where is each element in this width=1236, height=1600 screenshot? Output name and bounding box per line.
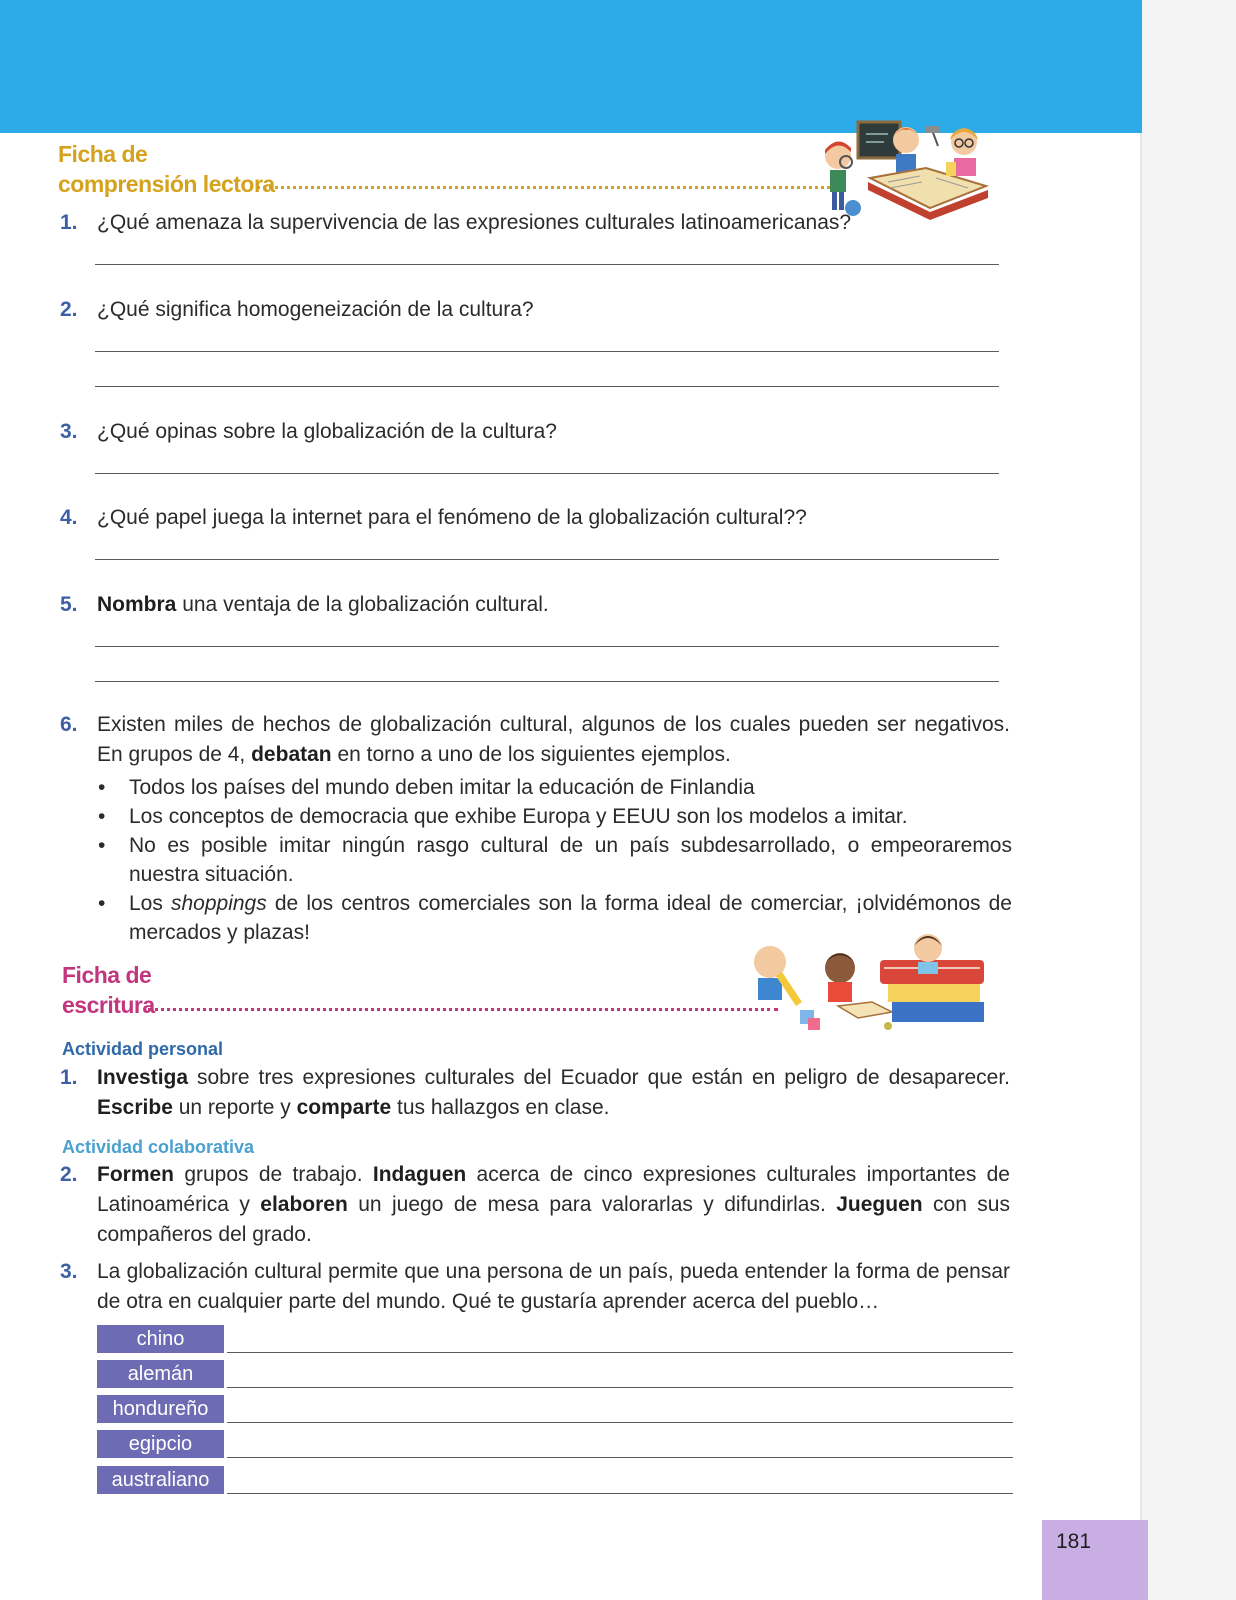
answer-line[interactable] — [95, 386, 999, 387]
question-3 — [60, 417, 1010, 447]
question-number: 5. — [60, 593, 78, 616]
answer-line[interactable] — [95, 264, 999, 265]
kids-with-books-illustration — [742, 932, 992, 1036]
instruction-verb: comparte — [296, 1096, 392, 1119]
item-number: 2. — [60, 1163, 78, 1186]
people-label: australiano — [97, 1466, 224, 1494]
question-number: 1. — [60, 211, 78, 234]
writing-item-1 — [60, 1063, 1010, 1123]
item-text-part: un juego de mesa para valorarlas y difundirlas. — [347, 1193, 837, 1216]
item-text — [97, 1160, 1010, 1250]
item-text: La globalización cultural permite que una persona de un país, pueda entender la forma de pensar de otra en cualquier parte del mundo. Qué te gustaría aprender acerca del pueblo… — [97, 1260, 1010, 1313]
instruction-verb: Nombra — [97, 593, 177, 616]
people-row-egipcio — [97, 1430, 1013, 1460]
question-5 — [60, 590, 1010, 620]
answer-line[interactable] — [227, 1422, 1013, 1423]
answer-line[interactable] — [227, 1457, 1013, 1458]
question-text: ¿Qué significa homogeneización de la cultura? — [97, 298, 534, 321]
list-item: • Todos los países del mundo deben imitar la educación de Finlandia — [96, 773, 1012, 802]
item-number: 3. — [60, 1260, 78, 1283]
list-item: • Los conceptos de democracia que exhibe Europa y EEUU son los modelos a imitar. — [96, 802, 1012, 831]
answer-line[interactable] — [95, 351, 999, 352]
item-text-part: acerca de cinco expresiones culturales importantes de Latinoamérica y — [97, 1163, 1010, 1216]
answer-line[interactable] — [95, 681, 999, 682]
instruction-verb: Formen — [97, 1163, 175, 1186]
instruction-verb: debatan — [251, 743, 332, 766]
people-label: alemán — [97, 1360, 224, 1388]
people-row-hondureno — [97, 1395, 1013, 1425]
question-text: ¿Qué opinas sobre la globalización de la cultura? — [97, 420, 557, 443]
question-number: 4. — [60, 506, 78, 529]
question-number: 6. — [60, 713, 78, 736]
instruction-verb: elaboren — [260, 1193, 348, 1216]
page-edge-line — [1140, 133, 1142, 1600]
question-text — [97, 590, 1010, 620]
people-row-chino — [97, 1325, 1013, 1355]
list-item-part: Los — [129, 892, 171, 915]
writing-title-dotted-rule — [148, 1008, 778, 1011]
writing-title-line2: escritura — [62, 992, 155, 1018]
reading-section-title — [58, 139, 275, 199]
item-text-part: sobre tres expresiones culturales del Ecuador que están en peligro de desaparecer. — [188, 1066, 1010, 1089]
item-text-part: con sus compañeros del grado. — [97, 1193, 1010, 1246]
reading-title-dotted-rule — [250, 186, 830, 189]
item-text-part: tus hallazgos en clase. — [391, 1096, 610, 1119]
question-text — [97, 710, 1010, 770]
writing-section-title — [62, 960, 155, 1020]
reading-title-line2: comprensión lectora — [58, 171, 275, 197]
answer-line[interactable] — [227, 1493, 1013, 1494]
instruction-verb: Escribe — [97, 1096, 173, 1119]
page-edge — [1142, 0, 1236, 1600]
item-text-part: un reporte y — [172, 1096, 297, 1119]
examples-list — [96, 773, 1012, 947]
question-2 — [60, 295, 1010, 325]
answer-line[interactable] — [95, 559, 999, 560]
question-text-part: en torno a uno de los siguientes ejemplos. — [331, 743, 731, 766]
writing-title-line1: Ficha de — [62, 962, 152, 988]
question-text: ¿Qué amenaza la supervivencia de las expresiones culturales latinoamericanas? — [97, 211, 852, 234]
collaborative-activity-label: Actividad colaborativa — [62, 1137, 255, 1157]
personal-activity-label: Actividad personal — [62, 1039, 224, 1059]
writing-item-3 — [60, 1257, 1010, 1317]
item-text-part: grupos de trabajo. — [174, 1163, 373, 1186]
people-label: egipcio — [97, 1430, 224, 1458]
list-item: • No es posible imitar ningún rasgo cultural de un país subdesarrollado, o empeoraremos nuestra situación. — [96, 831, 1012, 889]
question-6 — [60, 710, 1010, 770]
question-text-part: Existen miles de hechos de globalización cultural, algunos de los cuales pueden ser negativos. En grupos de 4, — [97, 713, 1010, 766]
answer-line[interactable] — [95, 646, 999, 647]
people-row-australiano — [97, 1466, 1013, 1496]
instruction-verb: Indaguen — [372, 1163, 467, 1186]
item-number: 1. — [60, 1066, 78, 1089]
reading-title-line1: Ficha de — [58, 141, 148, 167]
question-number: 2. — [60, 298, 78, 321]
question-number: 3. — [60, 420, 78, 443]
page-number: 181 — [1056, 1530, 1092, 1553]
list-item-part: de los centros comerciales son la forma ideal de comerciar, ¡olvidémonos de mercados y plazas! — [129, 892, 1012, 944]
question-text-rest: una ventaja de la globalización cultural. — [176, 593, 549, 616]
answer-line[interactable] — [227, 1387, 1013, 1388]
question-4 — [60, 503, 1010, 533]
people-label: chino — [97, 1325, 224, 1353]
item-text — [97, 1063, 1010, 1123]
people-label: hondureño — [97, 1395, 224, 1423]
instruction-verb: Investiga — [97, 1066, 189, 1089]
instruction-verb: Jueguen — [836, 1193, 923, 1216]
answer-line[interactable] — [95, 473, 999, 474]
people-row-aleman — [97, 1360, 1013, 1390]
answer-line[interactable] — [227, 1352, 1013, 1353]
writing-item-2 — [60, 1160, 1010, 1250]
question-1 — [60, 208, 1010, 238]
list-item-italic: shoppings — [170, 892, 267, 915]
question-text: ¿Qué papel juega la internet para el fenómeno de la globalización cultural?? — [97, 506, 807, 529]
